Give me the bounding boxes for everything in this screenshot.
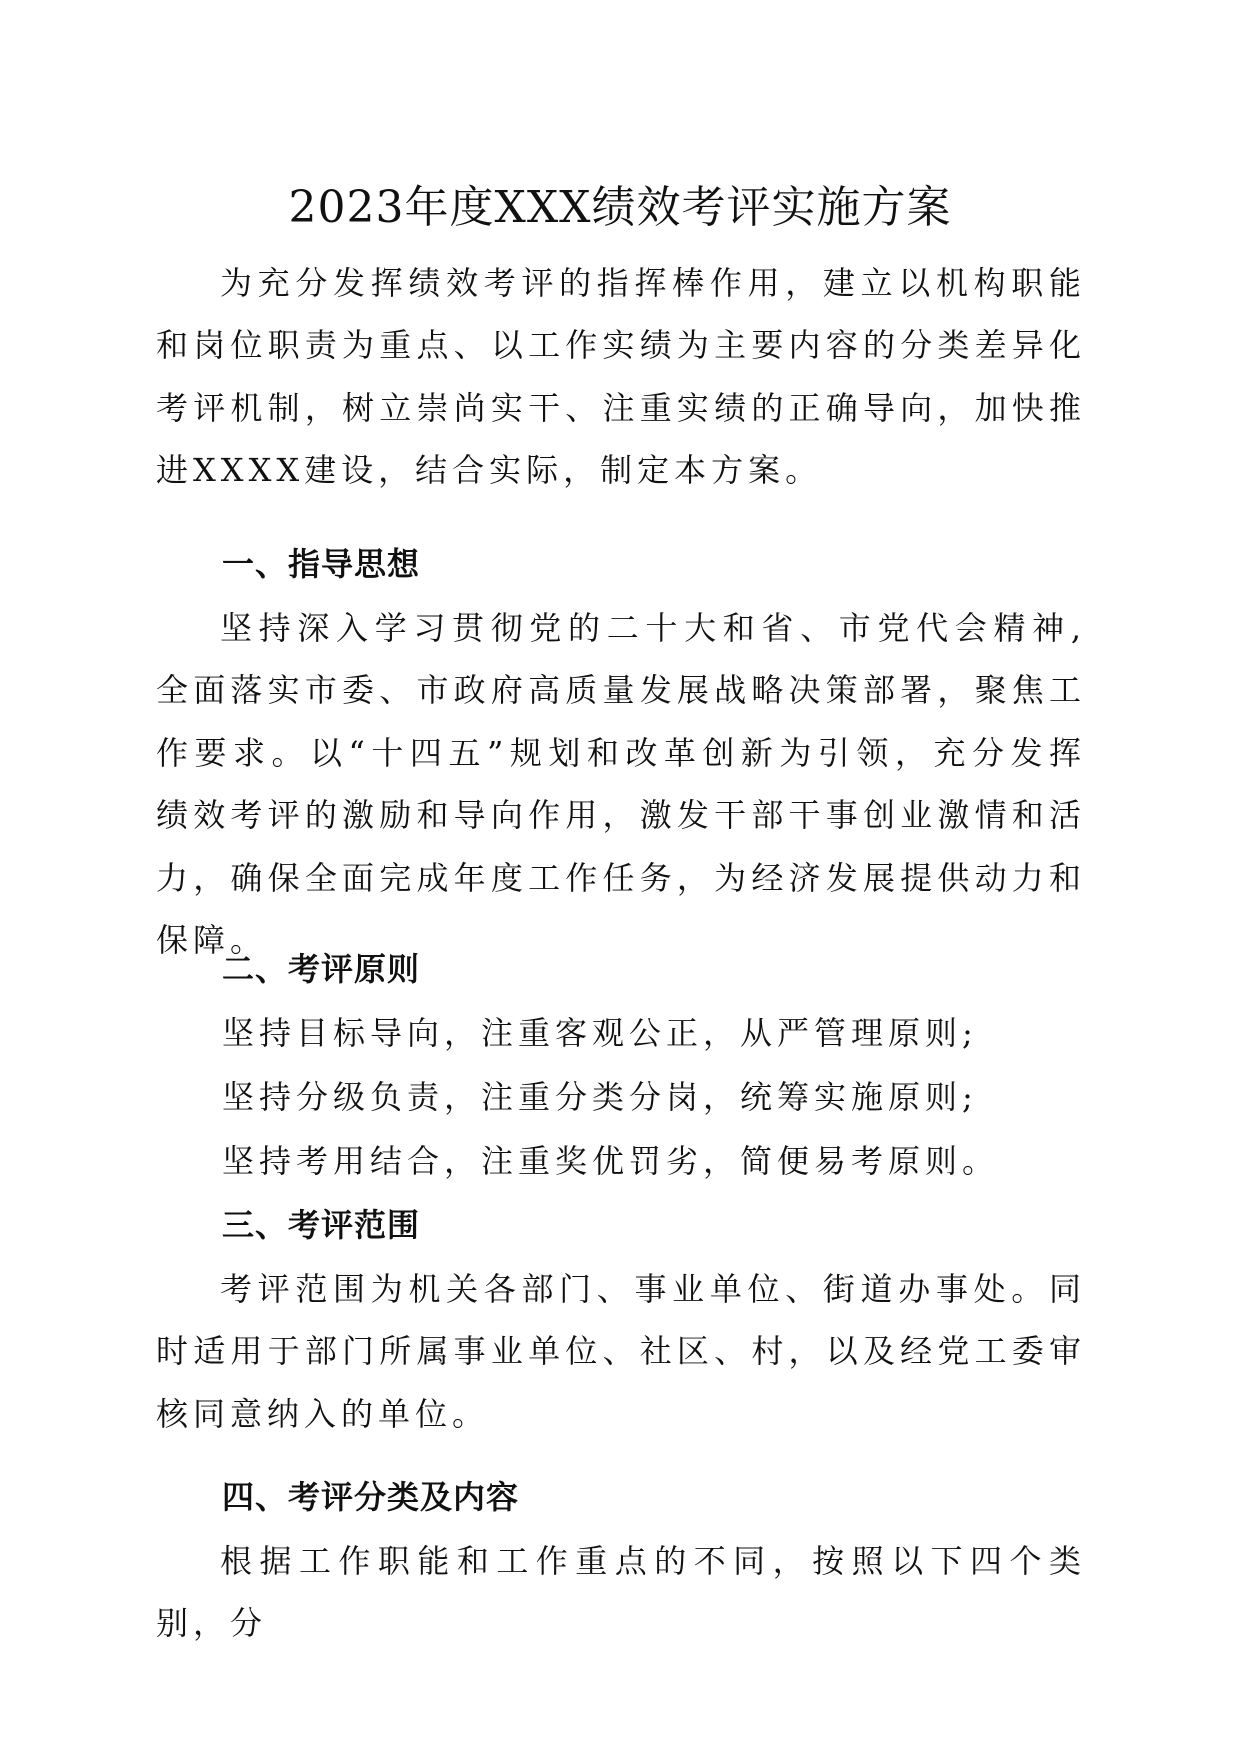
principle-line: 坚持分级负责，注重分类分岗，统筹实施原则; [222,1078,978,1116]
intro-paragraph: 为充分发挥绩效考评的指挥棒作用，建立以机构职能和岗位职责为重点、以工作实绩为主要内容的分类差异化考评机制，树立崇尚实干、注重实绩的正确导向，加快推进XXXX建设，结合实际，制定本方案。 [156,264,1086,490]
section-heading-scope: 三、考评范围 [222,1206,421,1244]
scope-paragraph: 考评范围为机关各部门、事业单位、街道办事处。同时适用于部门所属事业单位、社区、村，以及经党工委审核同意纳入的单位。 [156,1270,1086,1433]
classification-paragraph: 根据工作职能和工作重点的不同，按照以下四个类别，分 [156,1542,1086,1643]
section-heading-principles: 二、考评原则 [222,950,421,988]
section-heading-guiding-ideology: 一、指导思想 [222,545,421,583]
document-title: 2023年度XXX绩效考评实施方案 [288,182,952,233]
section-heading-classification: 四、考评分类及内容 [222,1478,520,1516]
principle-line: 坚持目标导向，注重客观公正，从严管理原则; [222,1014,978,1052]
principle-line: 坚持考用结合，注重奖优罚劣，简便易考原则。 [222,1142,1000,1180]
guiding-ideology-paragraph: 坚持深入学习贯彻党的二十大和省、市党代会精神,全面落实市委、市政府高质量发展战略决策部署，聚焦工作要求。以“十四五”规划和改革创新为引领，充分发挥绩效考评的激励和导向作用，激发干部干事创业激情和活力，确保全面完成年度工作任务，为经济发展提供动力和保障。 [156,609,1086,960]
